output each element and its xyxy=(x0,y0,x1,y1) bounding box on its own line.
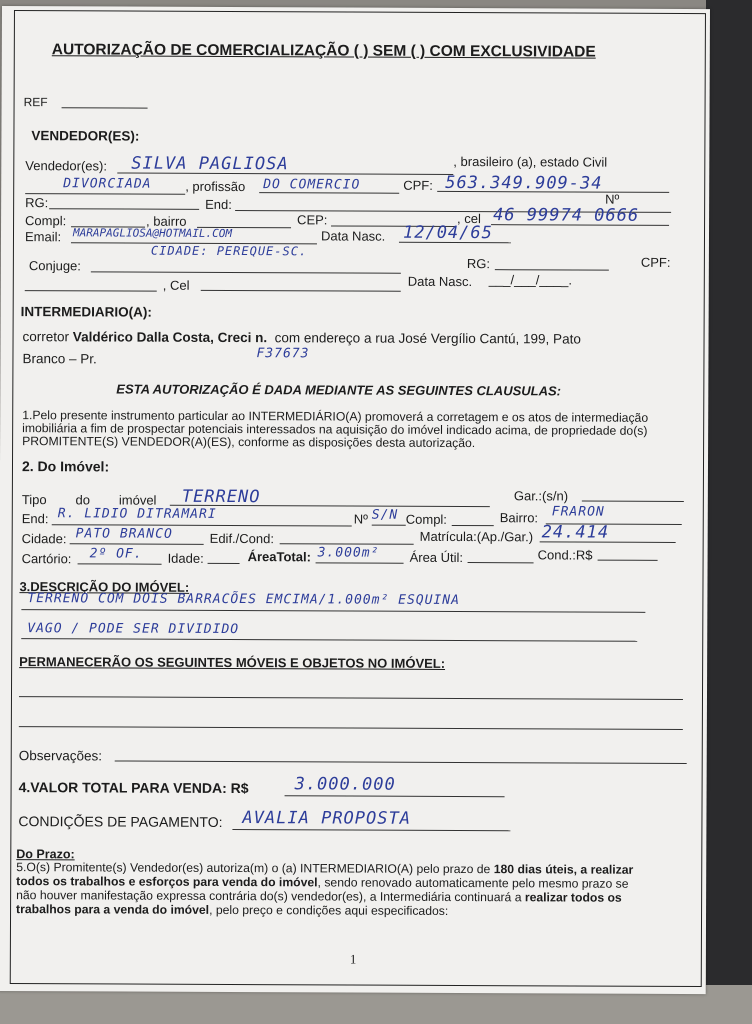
prazo-line3-bold: realizar todos os xyxy=(524,890,622,905)
imovel-compl-label: Compl: xyxy=(405,511,447,527)
creci-value: F37673 xyxy=(256,346,310,362)
idade-line xyxy=(208,563,240,564)
prazo-line4-bold: trabalhos para a venda do imóvel xyxy=(16,902,210,917)
rg-label: RG: xyxy=(25,195,49,211)
vendedor-label: Vendedor(es): xyxy=(25,158,108,174)
observacoes-label: Observações: xyxy=(18,748,103,764)
imovel-section-label: 2. Do Imóvel: xyxy=(21,458,110,475)
valor-label: 4.VALOR TOTAL PARA VENDA: R$ xyxy=(18,779,249,797)
background-dark xyxy=(706,0,752,1024)
prazo-line1-bold: 180 dias úteis, a realizar xyxy=(493,862,634,877)
imovel-numero-label: Nº xyxy=(353,511,368,527)
cel-value: 46 99974 0666 xyxy=(493,205,640,226)
intermediario-line1 xyxy=(23,329,581,346)
intermediario-line2: Branco – Pr. xyxy=(22,351,97,367)
cep-label: CEP: xyxy=(297,212,328,228)
cel-label: , cel xyxy=(457,210,481,227)
cartorio-label: Cartório: xyxy=(21,551,72,567)
intermediario-name: Valdérico Dalla Costa, Creci n. xyxy=(72,329,268,346)
edif-label: Edif./Cond: xyxy=(209,530,275,547)
conjuge-label: Conjuge: xyxy=(28,258,81,274)
prazo-line2-bold: todos os trabalhos e esforços para venda do imóvel xyxy=(16,874,318,890)
data-nasc-label: Data Nasc. xyxy=(320,228,386,244)
moveis-label: PERMANECERÃO OS SEGUINTES MÓVEIS E OBJETOS NO IMÓVEL: xyxy=(19,654,446,671)
tipo-label: Tipo do imóvel xyxy=(21,492,157,508)
profissao-value: DO COMERCIO xyxy=(263,177,361,193)
conjuge-data-nasc-label: Data Nasc. xyxy=(407,273,473,290)
cidade-label: Cidade: xyxy=(21,531,67,547)
matricula-value: 24.414 xyxy=(541,522,610,543)
clausula1-line3: PROMITENTE(S) VENDEDOR(A)(ES), conforme as disposições desta autorização. xyxy=(22,434,476,451)
gar-label: Gar.:(s/n) xyxy=(513,488,569,504)
end-label: End: xyxy=(205,196,232,213)
descricao-value2: VAGO / PODE SER DIVIDIDO xyxy=(27,621,240,638)
clausula1-line1: 1.Pelo presente instrumento particular ao INTERMEDIÁRIO(A) promoverá a corretagem e os atos de intermediação xyxy=(22,408,649,425)
cpf-value: 563.349.909-34 xyxy=(445,172,603,194)
prazo-line1-text: 5.O(s) Promitente(s) Vendedor(es) autoriza(m) o (a) INTERMEDIARIO(A) pelo prazo de xyxy=(16,860,494,877)
email-value: MARAPAGLIOSA@HOTMAIL.COM xyxy=(72,226,232,241)
vendedor-section-label: VENDEDOR(ES): xyxy=(31,128,140,144)
idade-label: Idade: xyxy=(167,550,204,566)
imovel-numero-line xyxy=(372,525,406,526)
conjuge-rg-label: RG: xyxy=(466,256,491,272)
cond-label: Cond.:R$ xyxy=(537,547,593,563)
profissao-label: , profissão xyxy=(185,178,246,195)
estado-civil-value: DIVORCIADA xyxy=(63,176,152,192)
intermediario-prefix: corretor xyxy=(22,329,73,345)
prazo-line3-text: não houver manifestação expressa contrária do(s) vendedor(es), a Intermediária continuará a xyxy=(16,888,525,905)
imovel-bairro-label: Bairro: xyxy=(499,510,539,526)
descricao-section-label: 3.DESCRIÇÃO DO IMÓVEL: xyxy=(19,579,190,595)
pagamento-value: AVALIA PROPOSTA xyxy=(242,808,412,829)
cartorio-value: 2º OF. xyxy=(89,546,143,562)
imovel-bairro-value: FRARON xyxy=(551,504,605,520)
area-total-value: 3.000m² xyxy=(317,545,380,561)
conjuge-cpf-label: CPF: xyxy=(640,254,671,270)
document-title: AUTORIZAÇÃO DE COMERCIALIZAÇÃO ( ) SEM ( ) COM EXCLUSIVIDADE xyxy=(51,41,596,61)
prazo-line2-text: , sendo renovado automaticamente pelo mesmo prazo se xyxy=(317,875,629,891)
page-number: 1 xyxy=(349,951,357,967)
imovel-end-value: R. LIDIO DITRAMARI xyxy=(57,506,217,522)
numero-label: Nº xyxy=(605,191,620,207)
conjuge-data-value: ___/___/____. xyxy=(488,272,572,288)
conjuge-cel-label: , Cel xyxy=(162,277,190,293)
area-total-label: ÁreaTotal: xyxy=(247,549,311,565)
prazo-line4-text: , pelo preço e condições aqui especificados: xyxy=(209,902,449,918)
nacionalidade-text: , brasileiro (a), estado Civil xyxy=(453,153,608,170)
tipo-value: TERRENO xyxy=(181,486,261,508)
intermediario-address: com endereço a rua José Vergílio Cantú, 199, Pato xyxy=(274,330,581,347)
area-util-label: Área Útil: xyxy=(409,549,464,566)
imovel-numero-value: S/N xyxy=(371,507,399,523)
prazo-line4 xyxy=(16,903,448,918)
cpf-label: CPF: xyxy=(403,177,433,193)
prazo-heading: Do Prazo: xyxy=(16,847,75,862)
intermediario-section-label: INTERMEDIARIO(A): xyxy=(20,304,152,320)
compl-label: Compl: xyxy=(25,213,67,229)
imovel-cidade-value: PATO BRANCO xyxy=(75,526,173,542)
valor-value: 3.000.000 xyxy=(294,774,396,795)
vendedor-value: SILVA PAGLIOSA xyxy=(131,153,289,175)
ref-label: REF xyxy=(23,95,48,110)
email-label: Email: xyxy=(24,229,62,245)
matricula-label: Matrícula:(Ap./Gar.) xyxy=(419,528,534,545)
descricao-value1: TERRENO COM DOIS BARRACÕES EMCIMA/1.000m² ESQUINA xyxy=(27,591,460,609)
pagamento-label: CONDIÇÕES DE PAGAMENTO: xyxy=(18,813,223,830)
clausulas-heading: ESTA AUTORIZAÇÃO É DADA MEDIANTE AS SEGUINTES CLAUSULAS: xyxy=(116,381,562,399)
imovel-end-label: End: xyxy=(21,511,49,527)
bairro-label: , bairro xyxy=(146,213,187,229)
cidade-value: CIDADE: PEREQUE-SC. xyxy=(150,243,308,259)
document-page xyxy=(0,6,710,994)
imovel-compl-line xyxy=(452,525,494,526)
data-nasc-value: 12/04/65 xyxy=(402,222,493,244)
clausula1-line2: imobiliária a fim de prospectar potenciais interessados na aquisição do imóvel indicado acima, de propriedade do(s) xyxy=(22,421,648,438)
